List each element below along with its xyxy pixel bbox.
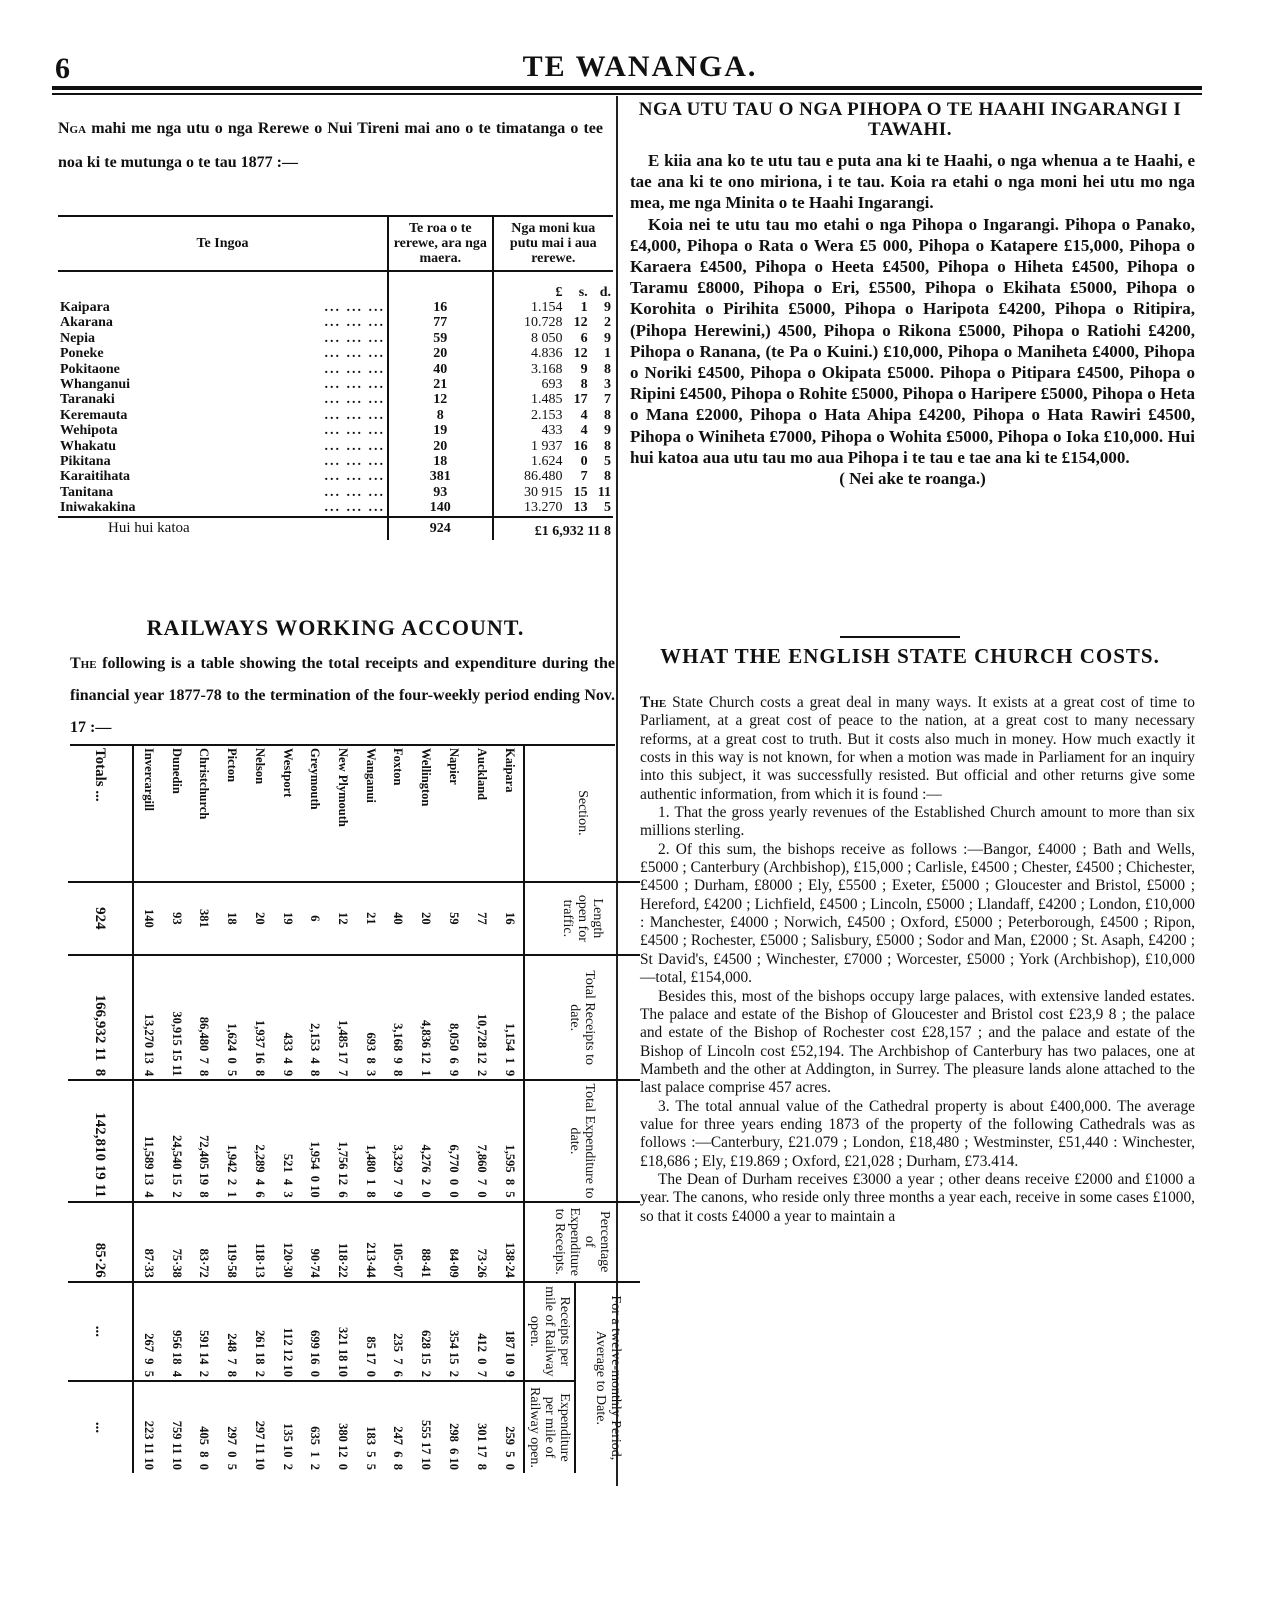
expenditure-per-mile: 380 12 0: [328, 1381, 356, 1473]
length-open: 140: [133, 882, 162, 955]
receipts-shillings: 4: [580, 407, 588, 423]
station-name: Keremauta ... ... ...: [60, 407, 385, 423]
percentage: 118·22: [328, 1202, 356, 1282]
length-open: 77: [467, 882, 495, 955]
totals-total-expenditure: 142,810 19 11: [68, 1080, 133, 1201]
english-article-paragraph: Besides this, most of the bishops occupy large palaces, with extensive landed estates. The palace and estate of the Bishop of Gloucester and Bristol cost £23,9 8 ; the palace and estate of the Bishop of Rochester cost £28,157 ; and the palace and estate of the Bishop of Lincoln cost £52,194. The Archbishop of Canterbury has two palaces, one at Mambeth and the other at Addington, in Surrey. The pleasure lands alone attached to the last palace comprise 457 acres.: [640, 987, 1195, 1097]
receipts-pence: 11: [597, 484, 611, 500]
receipts-per-mile: 261 18 2: [245, 1282, 273, 1381]
intro-lead: Nga: [58, 120, 87, 137]
station-miles: 21: [388, 377, 493, 392]
section-name: Wanganui: [363, 748, 378, 803]
masthead-rule: [52, 86, 1202, 90]
total-receipts: 433 4 9: [273, 955, 301, 1080]
english-article-lead: The: [640, 694, 667, 711]
page-number: 6: [55, 52, 70, 85]
receipts-pence: 8: [604, 469, 611, 485]
section-name: Auckland: [474, 748, 489, 801]
table-row: [495, 745, 524, 1473]
receipts-pounds: 86.480: [523, 469, 563, 485]
total-expenditure: 3,329 7 9: [384, 1080, 412, 1201]
total-expenditure: 521 4 3: [273, 1080, 301, 1201]
station-miles: 20: [388, 439, 493, 454]
station-miles: 16: [388, 300, 493, 315]
receipts-shillings: 12: [573, 346, 588, 362]
receipts-per-mile: 412 0 7: [467, 1282, 495, 1381]
totals-receipts-per-mile: ...: [68, 1282, 133, 1381]
table-row: [58, 362, 613, 377]
expenditure-per-mile: 297 0 5: [218, 1381, 246, 1473]
table-row: [58, 423, 613, 438]
expenditure-per-mile: 405 8 0: [190, 1381, 218, 1473]
station-name: Poneke ... ... ...: [60, 346, 385, 362]
receipts-per-mile: 235 7 6: [384, 1282, 412, 1381]
station-name: Pikitana ... ... ...: [60, 454, 385, 470]
receipts-shillings: 1: [580, 300, 588, 315]
total-receipts: 3,168 9 8: [384, 955, 412, 1080]
length-open: 19: [273, 882, 301, 955]
total-receipts: 30,915 15 11: [162, 955, 190, 1080]
total-row: [58, 517, 613, 540]
expenditure-per-mile: 183 5 5: [356, 1381, 384, 1473]
total-receipts: 8,050 6 9: [439, 955, 467, 1080]
masthead: TE WANANGA.: [522, 50, 758, 83]
header-expenditure: Total Expenditure to date.: [524, 1080, 640, 1201]
total-expenditure: 2,289 4 6: [245, 1080, 273, 1201]
length-open: 20: [412, 882, 440, 955]
leader-dots: ... ... ...: [324, 361, 385, 377]
total-receipts: 1,624 0 5: [218, 955, 246, 1080]
total-expenditure: 1,942 2 1: [218, 1080, 246, 1201]
totals-length-open: 924: [68, 882, 133, 955]
receipts-per-mile: 248 7 8: [218, 1282, 246, 1381]
total-receipts: 4,836 12 1: [412, 955, 440, 1080]
table-row: [58, 500, 613, 516]
header-name: Te Ingoa: [58, 217, 388, 271]
english-article-paragraph: The Dean of Durham receives £3000 a year ; other deans receive £2000 and £1000 a year. The canons, who reside only three months a year each, receive in some cases £1000, so that it costs £4000 a year to maintain a: [640, 1170, 1195, 1225]
percentage: 138·24: [495, 1202, 524, 1282]
section-name: Napier: [446, 748, 461, 785]
receipts-pounds: 4.836: [530, 346, 563, 362]
leader-dots: ... ... ...: [324, 500, 385, 516]
leader-dots: ... ... ...: [324, 330, 385, 346]
receipts-pence: 7: [604, 392, 611, 408]
table-row: [467, 745, 495, 1473]
station-miles: 19: [388, 423, 493, 438]
leader-dots: ... ... ...: [324, 438, 385, 454]
leader-dots: ... ... ...: [324, 484, 385, 500]
total-receipts: 2,153 4 8: [301, 955, 329, 1080]
table-row: [356, 745, 384, 1473]
table-row: [301, 745, 329, 1473]
header-receipts: Total Receipts to date.: [524, 955, 640, 1080]
receipts-shillings: 16: [573, 438, 588, 454]
english-article-text: State Church costs a great deal in many ways. It exists at a great cost of time to Parliament, at a great cost of peace to the nation, at a great cost to many necessary reforms, at a great cost to truth. But it costs also much in money. How much exactly it costs in this way is not known, for when a motion was made in Parliament for an inquiry into this subject, it was successfully resisted. But official and other returns give some authentic information, from which it is found :—: [640, 694, 1195, 803]
receipts-per-mile: 699 16 0: [301, 1282, 329, 1381]
total-money: £1 6,932 11 8: [493, 517, 613, 540]
expenditure-per-mile: 223 11 10: [133, 1381, 162, 1473]
total-expenditure: 24,540 15 2: [162, 1080, 190, 1201]
section-name: New Plymouth: [336, 748, 351, 827]
receipts-pounds: 1.154: [530, 300, 563, 315]
total-expenditure: 1,480 1 8: [356, 1080, 384, 1201]
length-open: 59: [439, 882, 467, 955]
length-open: 93: [162, 882, 190, 955]
english-article-body: [640, 694, 1195, 1226]
expenditure-per-mile: 135 10 2: [273, 1381, 301, 1473]
receipts-pounds: 3.168: [530, 361, 563, 377]
total-expenditure: 1,954 0 10: [301, 1080, 329, 1201]
leader-dots: ... ... ...: [324, 454, 385, 470]
receipts-pounds: 1 937: [530, 438, 563, 454]
english-article-paragraph: [640, 694, 1195, 804]
station-miles: 40: [388, 362, 493, 377]
table-row: [190, 745, 218, 1473]
receipts-pence: 5: [604, 454, 611, 470]
table-row: [58, 392, 613, 407]
expenditure-per-mile: 635 1 2: [301, 1381, 329, 1473]
english-article-paragraph: 2. Of this sum, the bishops receive as follows :—Bangor, £4000 ; Bath and Wells, £5000 ; Canterbury (Archbishop), £15,000 ; Carlisle, £4500 ; Chester, £4500 ; Chichester, £4500 ; Durham, £8000 ; Ely, £5500 ; Exeter, £5000 ; Gloucester and Bristol, £5000 ; Hereford, £4200 ; Lichfield, £4500 ; Lincoln, £5000 ; Llandaff, £4200 ; London, £10,000 : Manchester, £4000 ; Norwich, £4500 ; Oxford, £5000 ; Peterborough, £4500 ; Ripon, £4500 ; Rochester, £5000 ; Salisbury, £5000 ; Sodor and Man, £2000 ; St. Asaph, £4200 ; St David's, £4500 ; Winchester, £7000 ; Worcester, £5000 ; York (Archbishop), £10,000—total, £154,000.: [640, 840, 1195, 987]
expenditure-per-mile: 247 6 8: [384, 1381, 412, 1473]
station-name: Tanitana ... ... ...: [60, 484, 385, 500]
receipts-pounds: 1.624: [530, 454, 563, 470]
table-row: [58, 469, 613, 484]
table-row: [328, 745, 356, 1473]
leader-dots: ... ... ...: [324, 377, 385, 393]
station-miles: 18: [388, 454, 493, 469]
receipts-pence: 1: [604, 346, 611, 362]
section-name: Foxton: [391, 748, 406, 786]
percentage: 87·33: [133, 1202, 162, 1282]
total-receipts: 13,270 13 4: [133, 955, 162, 1080]
receipts-shillings: 15: [573, 484, 588, 500]
receipts-per-mile: 85 17 0: [356, 1282, 384, 1381]
station-miles: 77: [388, 315, 493, 330]
receipts-shillings: 7: [580, 469, 588, 485]
header-percentage: Percentage of Expenditure to Receipts.: [524, 1202, 640, 1282]
total-expenditure: 1,595 8 5: [495, 1080, 524, 1201]
unit-shillings: s.: [578, 284, 588, 300]
table-row: [58, 439, 613, 454]
maori-article-body: [630, 150, 1195, 489]
expenditure-per-mile: 555 17 10: [412, 1381, 440, 1473]
percentage: 119·58: [218, 1202, 246, 1282]
header-expenditure-per-mile: Expenditure per mile of Railway open.: [524, 1381, 575, 1473]
length-open: 18: [218, 882, 246, 955]
table-row: [58, 408, 613, 423]
totals-percentage: 85·26: [68, 1202, 133, 1282]
section-name: Dunedin: [169, 748, 184, 794]
maori-article-paragraph: E kiia ana ko te utu tau e puta ana ki te Haahi, o nga whenua a te Haahi, e tae ana ki te ono miriona, i te tau. Koia ra etahi o nga moni hei utu mo nga mea, me nga Minita o te Haahi Ingarangi.: [630, 151, 1195, 213]
masthead-rule-thin: [52, 93, 1202, 95]
length-open: 381: [190, 882, 218, 955]
percentage: 73·26: [467, 1202, 495, 1282]
percentage: 105·07: [384, 1202, 412, 1282]
section-name: Invercargill: [141, 748, 156, 811]
total-receipts: 1,154 1 9: [495, 955, 524, 1080]
railways-intro-lead: The: [70, 655, 97, 672]
table-row: [58, 315, 613, 330]
totals-total-receipts: 166,932 11 8: [68, 955, 133, 1080]
receipts-pounds: 30 915: [523, 484, 563, 500]
leader-dots: ... ... ...: [324, 315, 385, 331]
table-row: [58, 377, 613, 392]
station-name: Iniwakakina ... ... ...: [60, 500, 385, 516]
receipts-per-mile: 354 15 2: [439, 1282, 467, 1381]
totals-section-name: Totals ...: [68, 745, 133, 882]
receipts-pounds: 1.485: [530, 392, 563, 408]
receipts-pounds: 693: [541, 377, 563, 393]
table-row: [58, 300, 613, 315]
receipts-shillings: 8: [580, 377, 588, 393]
leader-dots: ... ... ...: [324, 469, 385, 485]
length-open: 16: [495, 882, 524, 955]
railways-intro: [70, 648, 615, 744]
station-name: Pokitaone ... ... ...: [60, 361, 385, 377]
length-open: 12: [328, 882, 356, 955]
table-row: [58, 454, 613, 469]
receipts-per-mile: 956 18 4: [162, 1282, 190, 1381]
receipts-shillings: 6: [580, 330, 588, 346]
header-twelve-month-group: For a twelve-monthly Period, Average to Date.: [575, 1282, 640, 1473]
station-miles: 140: [388, 500, 493, 516]
intro-text: mahi me nga utu o nga Rerewe o Nui Tireni mai ano o te timatanga o tee noa ki te mutunga o te tau 1877 :—: [58, 120, 604, 171]
total-expenditure: 7,860 7 0: [467, 1080, 495, 1201]
receipts-shillings: 12: [573, 315, 588, 331]
length-open: 6: [301, 882, 329, 955]
table-row: [58, 485, 613, 500]
receipts-shillings: 4: [580, 423, 588, 439]
leader-dots: ... ... ...: [324, 392, 385, 408]
station-name: Taranaki ... ... ...: [60, 392, 385, 408]
expenditure-per-mile: 259 5 0: [495, 1381, 524, 1473]
percentage: 88·41: [412, 1202, 440, 1282]
station-name: Kaipara ... ... ...: [60, 300, 385, 315]
leader-dots: ... ... ...: [324, 346, 385, 362]
english-article-paragraph: 3. The total annual value of the Cathedral property is about £400,000. The average value for three years ending 1873 of the property of the following Cathedrals was as follows :—Canterbury, £21.079 ; London, £18,480 ; Westminster, £51,440 : Winchester, £18,686 ; Ely, £19.869 ; Oxford, £21,028 ; Durham, £73.414.: [640, 1097, 1195, 1170]
receipts-shillings: 9: [580, 361, 588, 377]
unit-pounds: £: [555, 284, 563, 300]
station-name: Whakatu ... ... ...: [60, 438, 385, 454]
percentage: 75·38: [162, 1202, 190, 1282]
expenditure-per-mile: 759 11 10: [162, 1381, 190, 1473]
receipts-pounds: 2.153: [530, 407, 563, 423]
receipts-pounds: 8 050: [530, 330, 563, 346]
expenditure-per-mile: 297 11 10: [245, 1381, 273, 1473]
receipts-per-mile: 267 9 5: [133, 1282, 162, 1381]
table-row: [384, 745, 412, 1473]
total-expenditure: 4,276 2 0: [412, 1080, 440, 1201]
table-row: [218, 745, 246, 1473]
english-article-paragraph: 1. That the gross yearly revenues of the Established Church amount to more than six millions sterling.: [640, 804, 1195, 840]
length-open: 21: [356, 882, 384, 955]
expenditure-per-mile: 298 6 10: [439, 1381, 467, 1473]
percentage: 118·13: [245, 1202, 273, 1282]
total-receipts: 1,485 17 7: [328, 955, 356, 1080]
percentage: 213·44: [356, 1202, 384, 1282]
header-receipts-per-mile: Receipts per mile of Railway open.: [524, 1282, 575, 1381]
receipts-pence: 8: [604, 361, 611, 377]
railways-intro-text: following is a table showing the total receipts and expenditure during the financial year 1877-78 to the termination of the four-weekly period ending Nov. 17 :—: [70, 655, 615, 736]
header-miles: Te roa o te rerewe, ara nga maera.: [388, 217, 493, 271]
receipts-pence: 8: [604, 407, 611, 423]
table-row: [245, 745, 273, 1473]
table-row: [58, 346, 613, 361]
station-miles: 381: [388, 469, 493, 484]
receipts-per-mile: 321 18 10: [328, 1282, 356, 1381]
section-name: Wellington: [419, 748, 434, 807]
section-name: Picton: [225, 748, 240, 783]
maori-article-paragraph: Koia nei te utu tau mo etahi o nga Pihopa o Ingarangi. Pihopa o Panako, £4,000, Pihopa o Rata o Wera £5 000, Pihopa o Katapere £15,000, Pihopa o Karaera £4500, Pihopa o Heeta £4500, Pihopa o Hiheta £4500, Pihopa o Taramu £8000, Pihopa o Eri, £5500, Pihopa o Ekihata £5000, Pihopa o Korohita o Pirihita £5000, Pihopa o Haripota £4200, Pihopa o Ritipira, (Pihopa Herewini,) 4500, Pihopa o Rikona £5000, Pihopa o Ratiohi £4200, Pihopa o Ranana, (te Pa o Kuini.) £10,000, Pihopa o Maniheta £4000, Pihopa o Noriki £4500, Pihopa o Okipata £5000. Pihopa o Pitipara £4500, Pihopa o Ripini £4500, Pihopa o Rohite £5000, Pihopa o Haripere £5000, Pihopa o Heta o Mana £2000, Pihopa o Hata Ahipa £4200, Pihopa o Hata Rawiri £4500, Pihopa o Winiheta £7000, Pihopa o Wohita £5000, Pihopa o Ioka £10,000. Hui hui katoa aua utu tau mo aua Pihopa i te tau e tae ana ki te £154,000.: [630, 214, 1195, 467]
receipts-pence: 9: [604, 330, 611, 346]
total-label: Hui hui katoa: [58, 517, 388, 540]
section-name: Christchurch: [197, 748, 212, 820]
station-name: Whanganui ... ... ...: [60, 377, 385, 393]
totals-row: [68, 745, 133, 1473]
section-name: Westport: [280, 748, 295, 798]
table-row: [439, 745, 467, 1473]
station-miles: 8: [388, 408, 493, 423]
railways-table-rotated: [68, 745, 640, 1473]
section-name: Nelson: [252, 748, 267, 785]
station-miles: 20: [388, 346, 493, 361]
leader-dots: ... ... ...: [324, 300, 385, 315]
receipts-pence: 2: [604, 315, 611, 331]
maori-article-title: NGA UTU TAU O NGA PIHOPA O TE HAAHI INGARANGI I TAWAHI.: [638, 99, 1182, 140]
total-miles: 924: [388, 517, 493, 540]
table-row: [133, 745, 162, 1473]
receipts-pounds: 10.728: [523, 315, 563, 331]
station-miles: 59: [388, 331, 493, 346]
table-row: [273, 745, 301, 1473]
total-expenditure: 11,589 13 4: [133, 1080, 162, 1201]
receipts-shillings: 13: [573, 500, 588, 516]
total-expenditure: 6,770 0 0: [439, 1080, 467, 1201]
station-name: Nepia ... ... ...: [60, 330, 385, 346]
totals-expenditure-per-mile: ...: [68, 1381, 133, 1473]
expenditure-per-mile: 301 17 8: [467, 1381, 495, 1473]
header-length: Length open for traffic.: [524, 882, 640, 955]
receipts-pence: 9: [604, 423, 611, 439]
article-separator: [840, 636, 960, 638]
percentage: 120·30: [273, 1202, 301, 1282]
receipts-per-mile: 591 14 2: [190, 1282, 218, 1381]
receipts-pounds: 433: [541, 423, 563, 439]
percentage: 84·09: [439, 1202, 467, 1282]
maori-article-continued: ( Nei ake te roanga.): [839, 469, 986, 489]
total-receipts: 86,480 7 8: [190, 955, 218, 1080]
header-section: Section.: [524, 745, 640, 882]
total-receipts: 10,728 12 2: [467, 955, 495, 1080]
receipts-pence: 3: [604, 377, 611, 393]
table-row: [58, 331, 613, 346]
receipts-pence: 8: [604, 438, 611, 454]
station-miles: 12: [388, 392, 493, 407]
station-name: Wehipota ... ... ...: [60, 423, 385, 439]
receipts-per-mile: 628 15 2: [412, 1282, 440, 1381]
leader-dots: ... ... ...: [324, 407, 385, 423]
table-row: [412, 745, 440, 1473]
percentage: 90·74: [301, 1202, 329, 1282]
receipts-shillings: 0: [580, 454, 588, 470]
receipts-pence: 9: [604, 300, 611, 315]
total-expenditure: 1,756 12 6: [328, 1080, 356, 1201]
receipts-per-mile: 187 10 9: [495, 1282, 524, 1381]
railways-title: RAILWAYS WORKING ACCOUNT.: [146, 615, 525, 640]
station-name: Karaitihata ... ... ...: [60, 469, 385, 485]
station-miles: 93: [388, 485, 493, 500]
maori-railway-table: [58, 215, 613, 540]
section-name: Kaipara: [502, 748, 517, 793]
percentage: 83·72: [190, 1202, 218, 1282]
section-name: Greymouth: [308, 748, 323, 810]
header-money: Nga moni kua putu mai i aua rerewe.: [493, 217, 613, 271]
receipts-per-mile: 112 12 10: [273, 1282, 301, 1381]
receipts-shillings: 17: [573, 392, 588, 408]
leader-dots: ... ... ...: [324, 423, 385, 439]
station-name: Akarana ... ... ...: [60, 315, 385, 331]
total-receipts: 1,937 16 8: [245, 955, 273, 1080]
english-article-title: WHAT THE ENGLISH STATE CHURCH COSTS.: [660, 644, 1160, 668]
length-open: 20: [245, 882, 273, 955]
total-receipts: 693 8 3: [356, 955, 384, 1080]
receipts-pence: 5: [604, 500, 611, 516]
table-row: [162, 745, 190, 1473]
unit-pence: d.: [599, 284, 611, 300]
total-expenditure: 72,405 19 8: [190, 1080, 218, 1201]
receipts-pounds: 13.270: [523, 500, 563, 516]
maori-railway-intro: [58, 112, 603, 180]
length-open: 40: [384, 882, 412, 955]
